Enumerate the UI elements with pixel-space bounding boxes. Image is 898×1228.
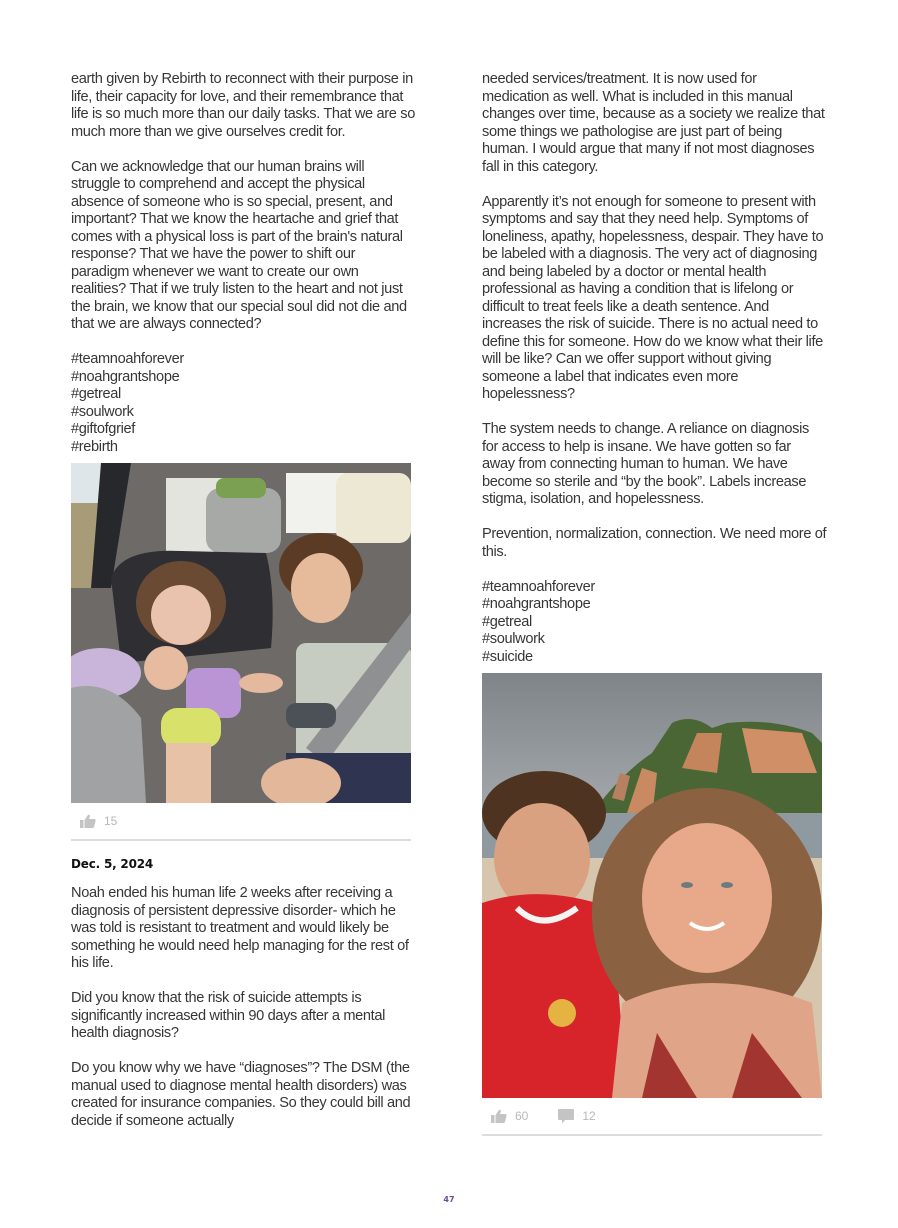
post-photo-children-car[interactable] bbox=[71, 463, 411, 803]
like-button[interactable] bbox=[80, 814, 117, 828]
post-paragraph: Can we acknowledge that our human brains will struggle to comprehend and accept the physical absence of someone who is so special, present, and important? That we know the heartache and grief that comes with a physical loss is part of the brain's natural response? That we have the power to shift our paradigm whenever we want to create our own realities? That if we truly listen to the heart and not just the brain, we know that our special soul did not die and that we are always connected? bbox=[71, 158, 407, 332]
like-button[interactable] bbox=[491, 1109, 528, 1123]
post-paragraph: Prevention, normalization, connection. We need more of this. bbox=[482, 526, 827, 560]
post-date: Dec. 5, 2024 bbox=[71, 857, 154, 871]
hashtag[interactable]: #giftofgrief bbox=[71, 421, 135, 437]
post-paragraph: The system needs to change. A reliance on diagnosis for access to help is insane. We have gotten so far away from connecting human to human. We have become so sterile and “by the book”. Labels increase stigma, isolation, and hopelessness. bbox=[482, 421, 809, 507]
hashtag[interactable]: #soulwork bbox=[482, 631, 545, 647]
comment-button[interactable] bbox=[558, 1109, 595, 1124]
likes-count: 60 bbox=[515, 1109, 529, 1123]
post-paragraph: Do you know why we have “diagnoses”? The DSM (the manual used to diagnose mental health disorders) was created for insurance companies. So they could bill and decide if someone actually bbox=[71, 1060, 411, 1129]
hashtag[interactable]: #suicide bbox=[482, 648, 533, 665]
thumbs-up-icon bbox=[491, 1109, 507, 1123]
post-paragraph: earth given by Rebirth to reconnect with their purpose in life, their capacity for love, and their remembrance that life is so much more than our daily tasks. That we are so much more than we give ourselves credit for. bbox=[71, 71, 415, 140]
beach-selfie-photo-illustration bbox=[482, 673, 822, 1098]
page-number: 47 bbox=[443, 1195, 455, 1204]
hashtag[interactable]: #teamnoahforever bbox=[71, 351, 184, 367]
post-reactions-bar bbox=[71, 803, 411, 841]
likes-count: 15 bbox=[104, 814, 118, 828]
hashtag[interactable]: #getreal bbox=[482, 613, 532, 630]
hashtag[interactable]: #soulwork bbox=[71, 403, 134, 420]
post-paragraph: Noah ended his human life 2 weeks after receiving a diagnosis of persistent depressive disorder- which he was told is resistant to treatment and would likely be something he would need help managing for the rest of his life. bbox=[71, 885, 409, 971]
comments-count: 12 bbox=[582, 1109, 596, 1123]
hashtag[interactable]: #teamnoahforever bbox=[482, 578, 595, 595]
comment-icon bbox=[558, 1109, 574, 1124]
post-photo-beach-selfie[interactable] bbox=[482, 673, 822, 1098]
hashtag-list bbox=[482, 579, 827, 667]
hashtag[interactable]: #noahgrantshope bbox=[71, 368, 180, 385]
thumbs-up-icon bbox=[80, 814, 96, 828]
hashtag[interactable]: #rebirth bbox=[71, 438, 118, 455]
hashtag[interactable]: #getreal bbox=[71, 386, 121, 402]
post-paragraph: Did you know that the risk of suicide attempts is significantly increased within 90 days after a mental health diagnosis? bbox=[71, 990, 386, 1041]
post-reactions-bar bbox=[482, 1098, 822, 1136]
right-column bbox=[482, 71, 827, 1136]
hashtag[interactable]: #noahgrantshope bbox=[482, 596, 591, 612]
post-paragraph: Apparently it’s not enough for someone to present with symptoms and say that they need help. Symptoms of loneliness, apathy, hopelessness, despair. They have to be labeled with a diagnosis. The very act of diagnosing and being labeled by a doctor or mental health professional as having a condition that is lifelong or difficult to treat feels like a death sentence. And increases the risk of suicide. There is no actual need to define this for someone. How do we know what their life will be like? Can we offer support without giving someone a label that indicates even more hopelessness? bbox=[482, 193, 824, 402]
children-car-photo-illustration bbox=[71, 463, 411, 803]
left-column bbox=[71, 71, 416, 1130]
hashtag-list bbox=[71, 351, 416, 456]
post-paragraph: needed services/treatment. It is now used for medication as well. What is included in this manual changes over time, because as a society we realize that some things we pathologise are just part of being human. I would argue that many if not most diagnoses fall in this category. bbox=[482, 71, 825, 175]
